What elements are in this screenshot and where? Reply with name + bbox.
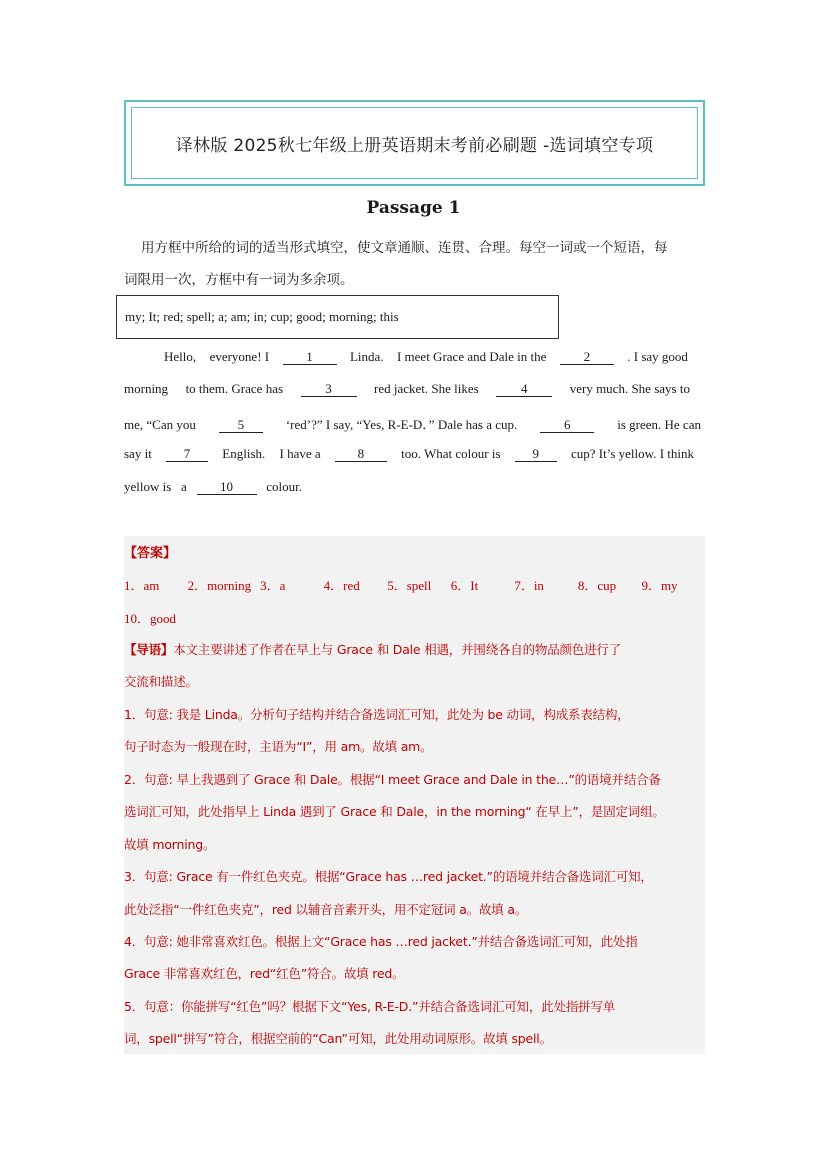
explanation-line: 此处泛指“一件红色夹克”，red 以辅音音素开头，用不定冠词 a。故填 a。 [124, 902, 528, 917]
answer-item: 1．am [124, 578, 160, 593]
answer-item: 8．cup [577, 578, 617, 593]
word-box-text: my; It; red; spell; a; am; in; cup; good; morning; this [125, 309, 399, 324]
word-box [116, 295, 559, 339]
passage-text: yellow is [124, 479, 172, 494]
explanation-line: Grace 非常喜欢红色，red“红色”符合。故填 red。 [124, 966, 405, 981]
passage-text: everyone! I [209, 349, 270, 364]
passage-text: Linda. [349, 349, 384, 364]
title-frame [124, 100, 705, 186]
passage-line [124, 446, 694, 462]
passage-line [124, 381, 690, 397]
passage-text: cup? It’s yellow. I think [571, 446, 694, 461]
explanation-line: 4．句意: 她非常喜欢红色。根据上文“Grace has …red jacket.”并结合备选词汇可知，此处指 [124, 934, 638, 949]
explanation-line: 5．句意：你能拼写“红色”吗？根据下文“Yes, R-E-D.”并结合备选词汇可知，此处指拼写单 [124, 999, 616, 1014]
guide-text: 本文主要讲述了作者在早上与 Grace 和 Dale 相遇，并围绕各自的物品颜色进行了 [173, 642, 621, 657]
passage-text: ‘red’?” I say, “Yes, R-E-D．” Dale has a cup. [285, 417, 518, 432]
guide-line-2: 交流和描述。 [124, 674, 198, 689]
guide-line [124, 640, 705, 658]
passage-text: I have a [279, 446, 321, 461]
answer-item: 5．spell [387, 578, 432, 593]
blank-7[interactable]: 7 [166, 447, 208, 462]
answer-item: 2．morning [187, 578, 252, 593]
blank-5[interactable]: 5 [219, 418, 263, 433]
guide-tag: 【导语】 [124, 642, 174, 657]
passage-text: morning [124, 381, 169, 396]
answer-row [124, 608, 705, 627]
answer-item: 4．red [323, 578, 360, 593]
passage-text: say it [124, 446, 152, 461]
passage-line [124, 479, 302, 495]
explanation-line: 词，spell“拼写”符合，根据空前的“Can”可知，此处用动词原形。故填 spell。 [124, 1031, 552, 1046]
blank-10[interactable]: 10 [197, 480, 257, 495]
answer-item: 9．my [641, 578, 678, 593]
answer-item: 6．It [450, 578, 479, 593]
passage-text: a [181, 479, 187, 494]
explanation-line: 3．句意: Grace 有一件红色夹克。根据“Grace has …red jacket.”的语境并结合备选词汇可知， [124, 869, 653, 884]
blank-2[interactable]: 2 [560, 350, 614, 365]
blank-8[interactable]: 8 [335, 447, 387, 462]
blank-9[interactable]: 9 [515, 447, 557, 462]
answer-item: 3．a [260, 578, 286, 593]
instructions-line-1: 用方框中所给的词的适当形式填空，使文章通顺、连贯、合理。每空一词或一个短语，每 [141, 240, 668, 256]
blank-1[interactable]: 1 [283, 350, 337, 365]
passage-text: me, “Can you [124, 417, 196, 432]
passage-heading: Passage 1 [366, 198, 461, 218]
passage-text: is green. He can [617, 417, 701, 432]
passage-line [124, 414, 701, 433]
explanation-line: 1．句意: 我是 Linda。分析句子结构并结合备选词汇可知，此处为 be 动词，构成系表结构， [124, 707, 630, 722]
blank-6[interactable]: 6 [540, 418, 594, 433]
passage-text: . I say good [627, 349, 688, 364]
explanation-line: 选词汇可知，此处指早上 Linda 遇到了 Grace 和 Dale，in the morning“ 在早上”，是固定词组。 [124, 804, 665, 819]
answer-item: 7．in [514, 578, 544, 593]
answer-tag: 【答案】 [124, 546, 177, 561]
explanation-line: 句子时态为一般现在时，主语为“I”，用 am。故填 am。 [124, 739, 433, 754]
answer-label [124, 542, 705, 561]
passage-text: colour. [266, 479, 302, 494]
passage-line [164, 349, 688, 365]
answer-row [124, 575, 705, 594]
passage-text: very much. She says to [569, 381, 690, 396]
document-title: 译林版 2025秋七年级上册英语期末考前必刷题 -选词填空专项 [131, 107, 698, 179]
blank-4[interactable]: 4 [496, 382, 552, 397]
passage-text: to them. Grace has [185, 381, 284, 396]
explanation-line: 2．句意: 早上我遇到了 Grace 和 Dale。根据“I meet Grace and Dale in the…”的语境并结合备 [124, 772, 661, 787]
passage-text: I meet Grace and Dale in the [396, 349, 547, 364]
passage-text: too. What colour is [401, 446, 501, 461]
explanation-line: 故填 morning。 [124, 837, 216, 852]
blank-3[interactable]: 3 [301, 382, 357, 397]
passage-text: Hello, [164, 349, 197, 364]
instructions-line-2: 词限用一次，方框中有一词为多余项。 [124, 272, 354, 288]
answer-item: 10．good [124, 611, 177, 626]
passage-text: red jacket. She likes [374, 381, 479, 396]
passage-text: English. [222, 446, 266, 461]
